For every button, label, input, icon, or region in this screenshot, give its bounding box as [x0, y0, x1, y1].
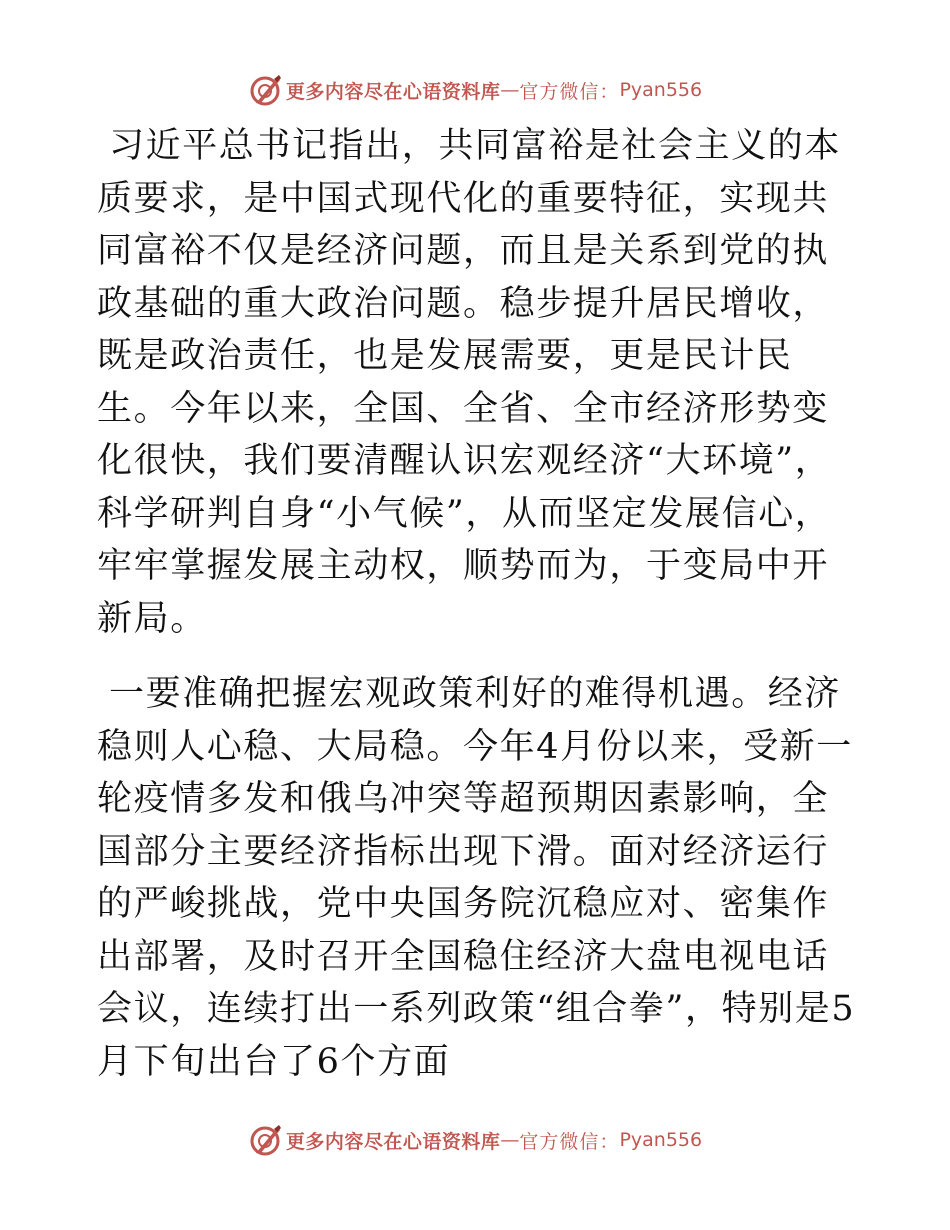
watermark-brand: 更多内容尽在心语资料库: [285, 80, 501, 103]
watermark-wechat-label: 官方微信：: [519, 1130, 620, 1153]
watermark-wechat-id: Pyan556: [619, 79, 703, 101]
document-body: [97, 120, 857, 1088]
watermark-wechat-label: 官方微信：: [519, 80, 620, 103]
paragraph: 一要准确把握宏观政策利好的难得机遇。经济稳则人心稳、大局稳。今年4月份以来，受新一轮疫情多发和俄乌冲突等超预期因素影响，全国部分主要经济指标出现下滑。面对经济运行的严峻挑战，党中央国务院沉稳应对、密集作出部署，及时召开全国稳住经济大盘电视电话会议，连续打出一系列政策“组合拳”，特别是5月下旬出台了6个方面: [97, 674, 856, 1082]
footer-watermark: [0, 1120, 950, 1160]
header-watermark: [0, 70, 950, 110]
watermark-wechat-id: Pyan556: [619, 1129, 703, 1151]
watermark-separator: —: [500, 79, 520, 101]
paragraph: 习近平总书记指出，共同富裕是社会主义的本质要求，是中国式现代化的重要特征，实现共同富裕不仅是经济问题，而且是关系到党的执政基础的重大政治问题。稳步提升居民增收，既是政治责任，也是发展需要，更是民计民生。今年以来，全国、全省、全市经济形势变化很快，我们要清醒认识宏观经济“大环境”，科学研判自身“小气候”，从而坚定发展信心，牢牢掌握发展主动权，顺势而为，于变局中开新局。: [97, 126, 842, 639]
watermark-brand: 更多内容尽在心语资料库: [285, 1130, 501, 1153]
quill-pen-logo-icon: [248, 73, 282, 107]
watermark-separator: —: [500, 1129, 520, 1151]
quill-pen-logo-icon: [248, 1123, 282, 1157]
